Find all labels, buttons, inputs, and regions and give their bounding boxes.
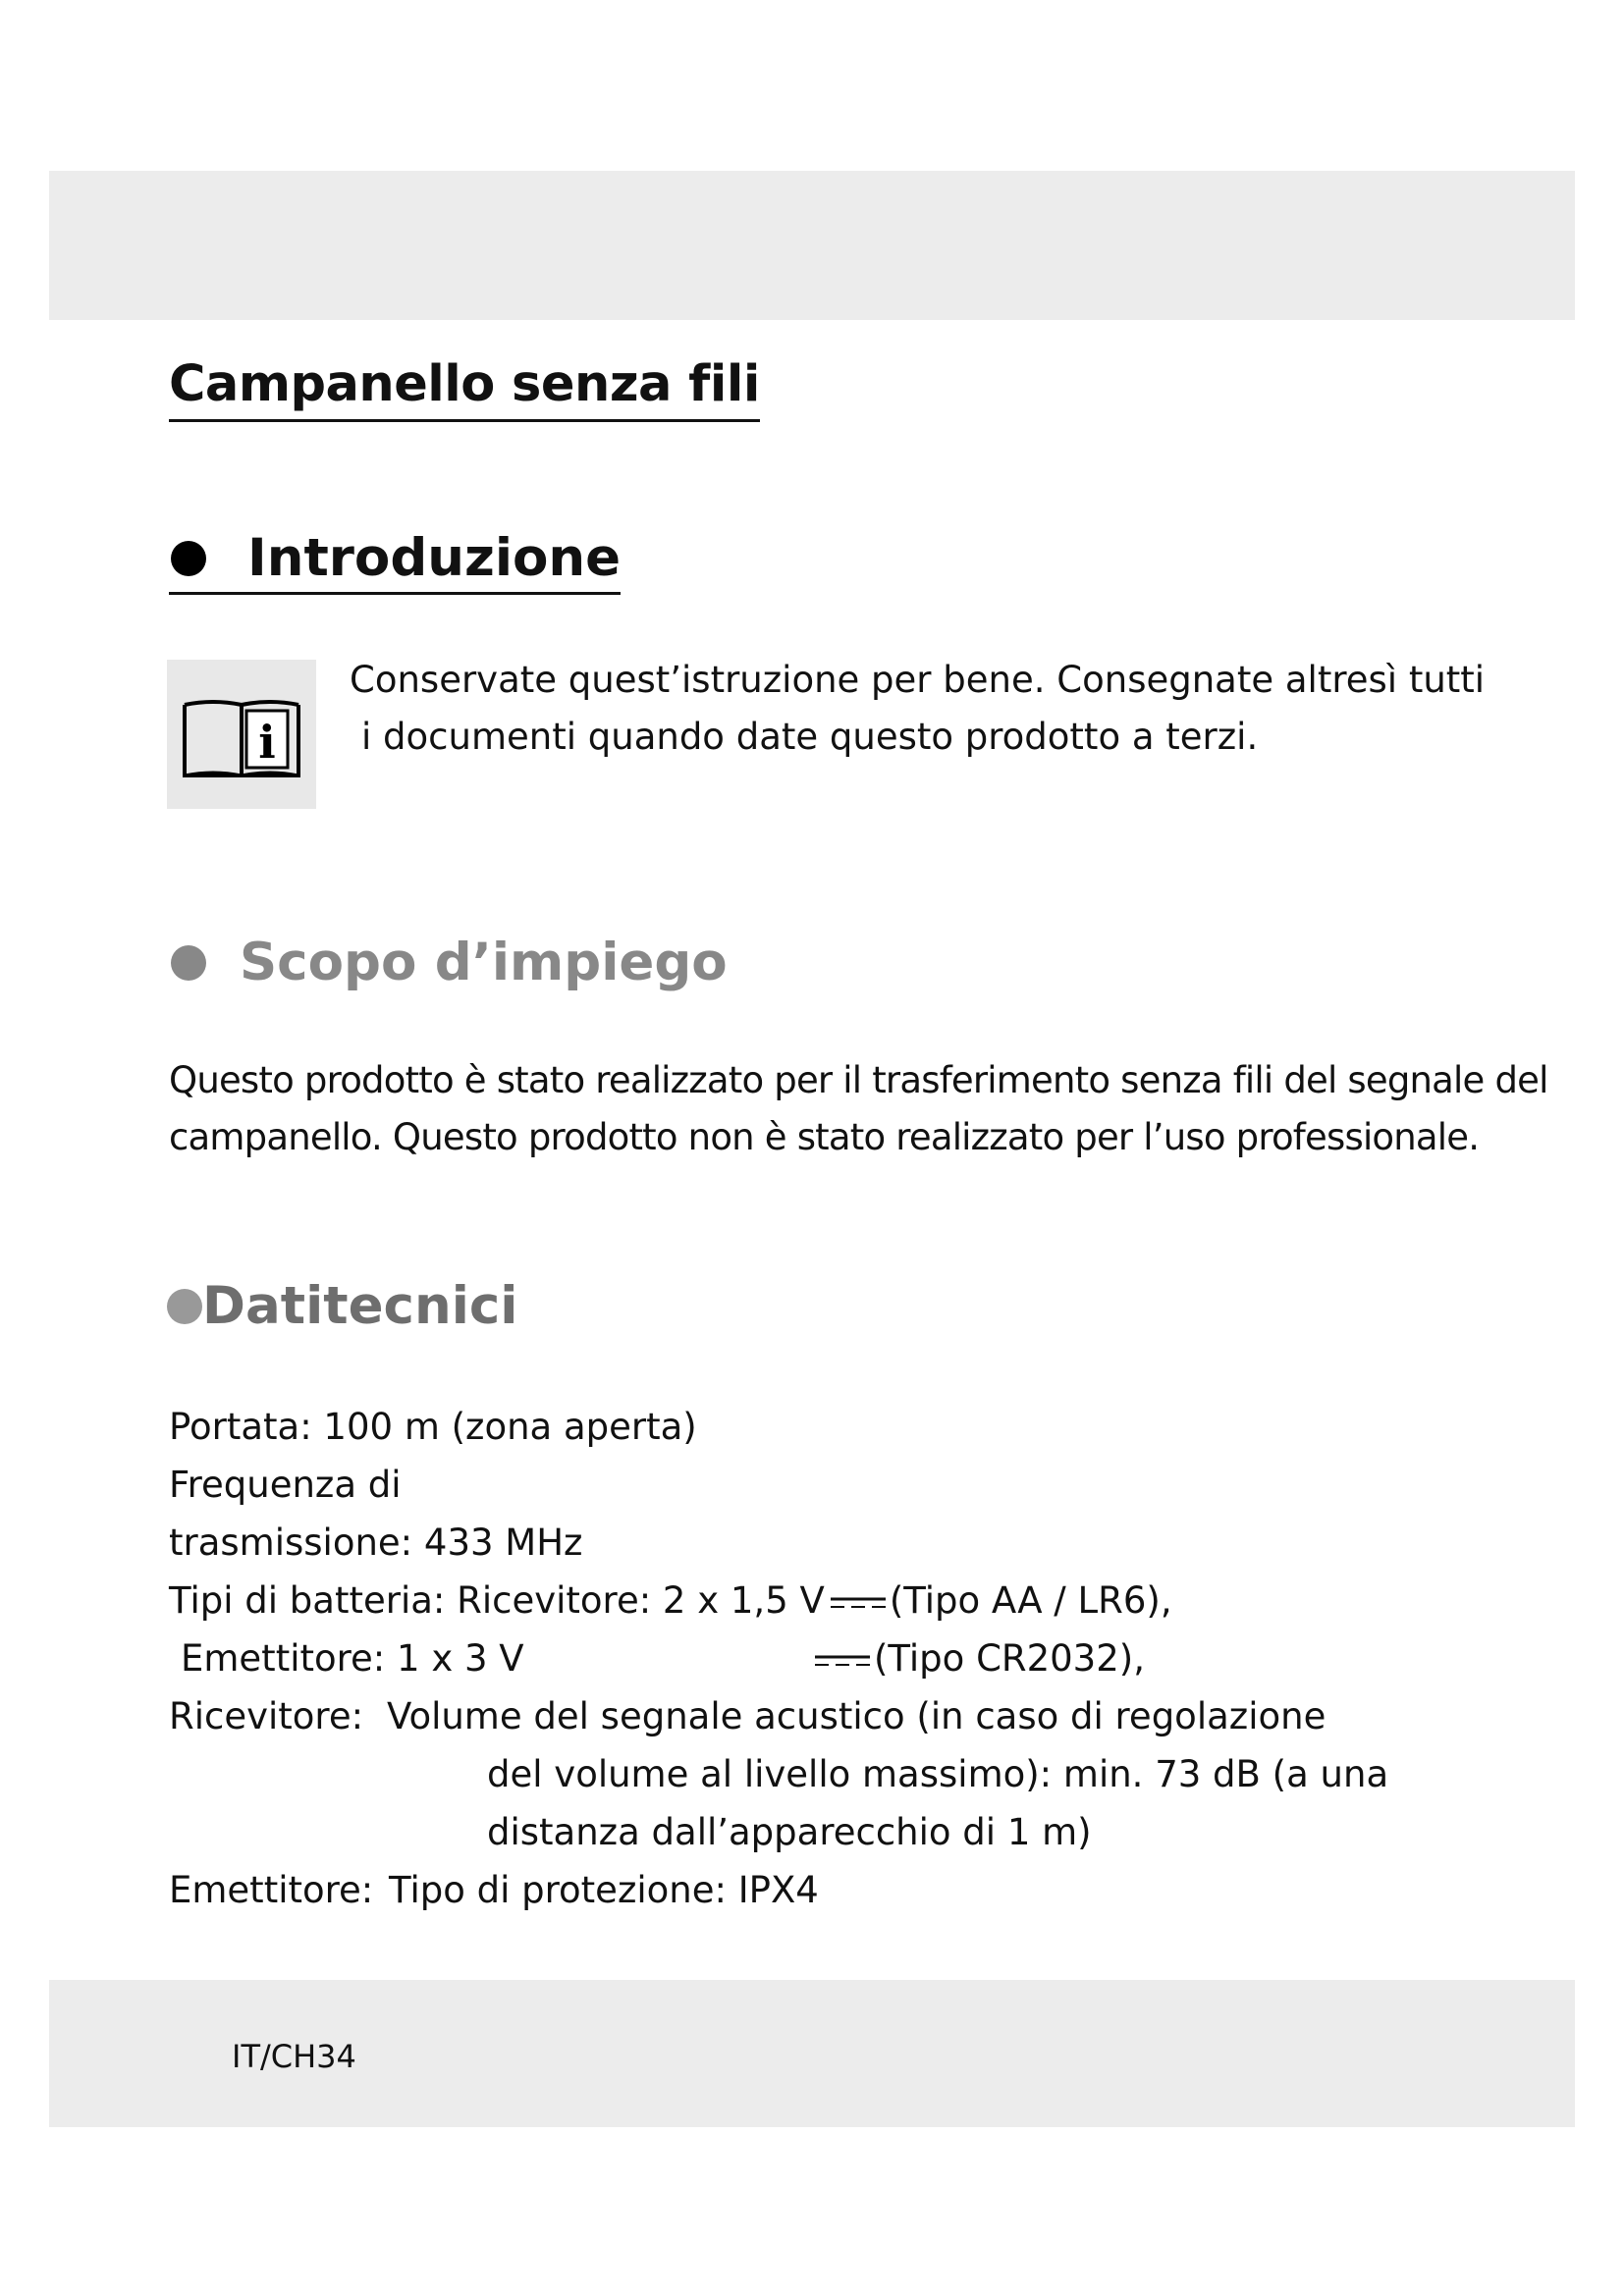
bullet-icon [171, 541, 206, 576]
spec-portata: Portata: 100 m (zona aperta) [169, 1406, 697, 1448]
section-dati-tecnici [167, 1276, 517, 1336]
spec-emettitore [169, 1861, 1172, 1919]
spec-freq-label: Frequenza di [169, 1464, 402, 1506]
specs-block [169, 1398, 1389, 1919]
book-info-icon [167, 660, 316, 809]
scopo-paragraph [169, 1052, 1548, 1166]
svg-text:i: i [258, 716, 276, 769]
spec-batteria [169, 1572, 1172, 1629]
spec-emett-type-wrap [809, 1629, 1145, 1687]
intro-paragraph [350, 652, 1485, 766]
scopo-line: campanello. Questo prodotto non è stato realizzato per l’uso professionale. [169, 1116, 1480, 1158]
spec-batt-type: (Tipo AA / LR6), [889, 1579, 1172, 1622]
spec-emettitore-value: Tipo di protezione: IPX4 [389, 1869, 819, 1911]
section-introduzione [169, 528, 621, 595]
section-heading: Scopo d’impiego [240, 933, 728, 992]
section-heading: Datitecnici [202, 1276, 518, 1336]
spec-ricevitore-label: Ricevitore: [169, 1695, 364, 1737]
spec-emettitore-batt [169, 1629, 1172, 1687]
scopo-line: Questo prodotto è stato realizzato per il trasferimento senza fili del segnale del [169, 1059, 1548, 1101]
spec-ricevitore-line: Volume del segnale acustico (in caso di regolazione [387, 1695, 1326, 1737]
spec-freq-value: trasmissione: 433 MHz [169, 1522, 583, 1564]
dc-symbol-icon [831, 1596, 886, 1610]
intro-line: i documenti quando date questo prodotto a terzi. [361, 716, 1259, 758]
spec-emettitore-label: Emettitore: [169, 1869, 374, 1911]
intro-line: Conservate quest’istruzione per bene. Consegnate altresì tutti [350, 659, 1486, 701]
header-band [49, 171, 1575, 320]
page-number: IT/CH34 [232, 2038, 356, 2075]
bullet-icon [167, 1289, 202, 1324]
spec-batt-label: Tipi di batteria: Ricevitore: 2 x 1,5 V [169, 1579, 825, 1622]
dc-symbol-icon [815, 1654, 870, 1668]
section-scopo [169, 933, 728, 992]
bullet-icon [171, 945, 206, 981]
spec-ricevitore-cont [169, 1745, 1389, 1803]
spec-ricevitore-cont [169, 1803, 1172, 1861]
spec-ricevitore [169, 1687, 1326, 1745]
page-title: Campanello senza fili [169, 355, 760, 422]
spec-ricevitore-line: del volume al livello massimo): min. 73 dB (a una [487, 1753, 1389, 1795]
spec-emett-batt: Emettitore: 1 x 3 V [181, 1637, 524, 1680]
spec-emett-type: (Tipo CR2032), [874, 1637, 1145, 1680]
spec-ricevitore-line: distanza dall’apparecchio di 1 m) [487, 1811, 1092, 1853]
section-heading: Introduzione [247, 528, 622, 588]
